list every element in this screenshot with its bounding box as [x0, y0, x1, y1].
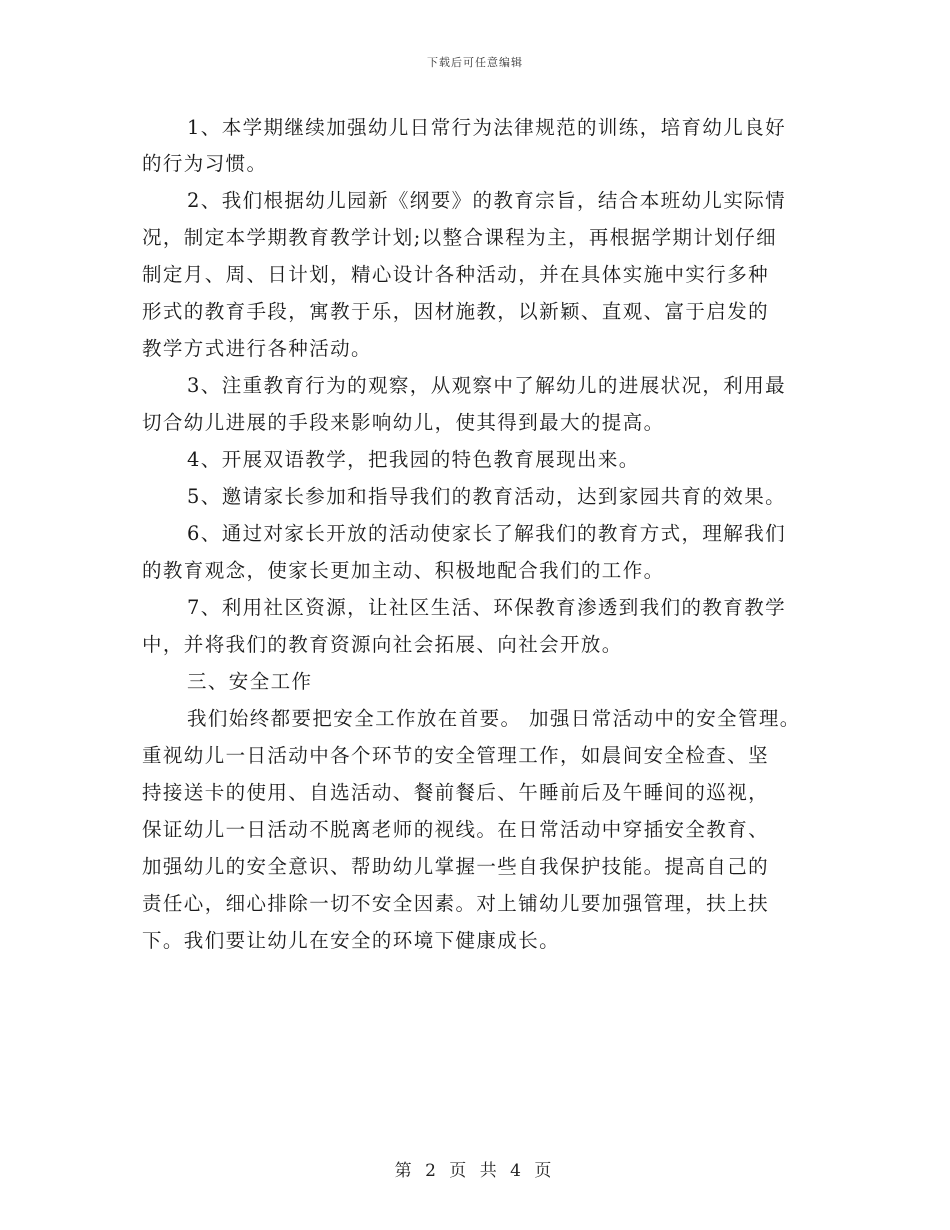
paragraph-line: 的行为习惯。 — [142, 152, 268, 175]
paragraph-line: 2、我们根据幼儿园新《纲要》的教育宗旨，结合本班幼儿实际情 — [187, 189, 787, 212]
paragraph-line: 7、利用社区资源，让社区生活、环保教育渗透到我们的教育教学 — [187, 596, 787, 619]
paragraph-line: 教学方式进行各种活动。 — [142, 337, 372, 360]
page-number-footer: 第 2 页 共 4 页 — [394, 1161, 556, 1181]
paragraph-line: 制定月、周、日计划，精心设计各种活动，并在具体实施中实行多种 — [142, 263, 770, 286]
paragraph-line: 持接送卡的使用、自选活动、餐前餐后、午睡前后及午睡间的巡视， — [142, 781, 770, 804]
page-header: 下载后可任意编辑 — [427, 56, 523, 69]
paragraph-line: 中，并将我们的教育资源向社会拓展、向社会开放。 — [142, 633, 623, 656]
paragraph-line: 加强幼儿的安全意识、帮助幼儿掌握一些自我保护技能。提高自己的 — [142, 855, 770, 878]
paragraph-line: 责任心，细心排除一切不安全因素。对上铺幼儿要加强管理，扶上扶 — [142, 892, 770, 915]
paragraph-line: 3、注重教育行为的观察，从观察中了解幼儿的进展状况，利用最 — [187, 374, 787, 397]
paragraph-line: 况，制定本学期教育教学计划;以整合课程为主，再根据学期计划仔细 — [142, 226, 777, 249]
paragraph-line: 4、开展双语教学，把我园的特色教育展现出来。 — [187, 448, 640, 471]
paragraph-line: 保证幼儿一日活动不脱离老师的视线。在日常活动中穿插安全教育、 — [142, 818, 770, 841]
paragraph-line: 1、本学期继续加强幼儿日常行为法律规范的训练，培育幼儿良好 — [187, 116, 787, 139]
paragraph-line: 的教育观念，使家长更加主动、积极地配合我们的工作。 — [142, 559, 665, 582]
section-heading: 三、安全工作 — [187, 670, 313, 693]
paragraph-line: 形式的教育手段，寓教于乐，因材施教，以新颖、直观、富于启发的 — [142, 300, 770, 323]
paragraph-line: 我们始终都要把安全工作放在首要。 加强日常活动中的安全管理。 — [187, 707, 801, 730]
paragraph-line: 5、邀请家长参加和指导我们的教育活动，达到家园共育的效果。 — [187, 485, 787, 508]
paragraph-line: 重视幼儿一日活动中各个环节的安全管理工作，如晨间安全检查、坚 — [142, 744, 770, 767]
paragraph-line: 切合幼儿进展的手段来影响幼儿，使其得到最大的提高。 — [142, 411, 665, 434]
paragraph-line: 下。我们要让幼儿在安全的环境下健康成长。 — [142, 929, 561, 952]
paragraph-line: 6、通过对家长开放的活动使家长了解我们的教育方式，理解我们 — [187, 522, 787, 545]
